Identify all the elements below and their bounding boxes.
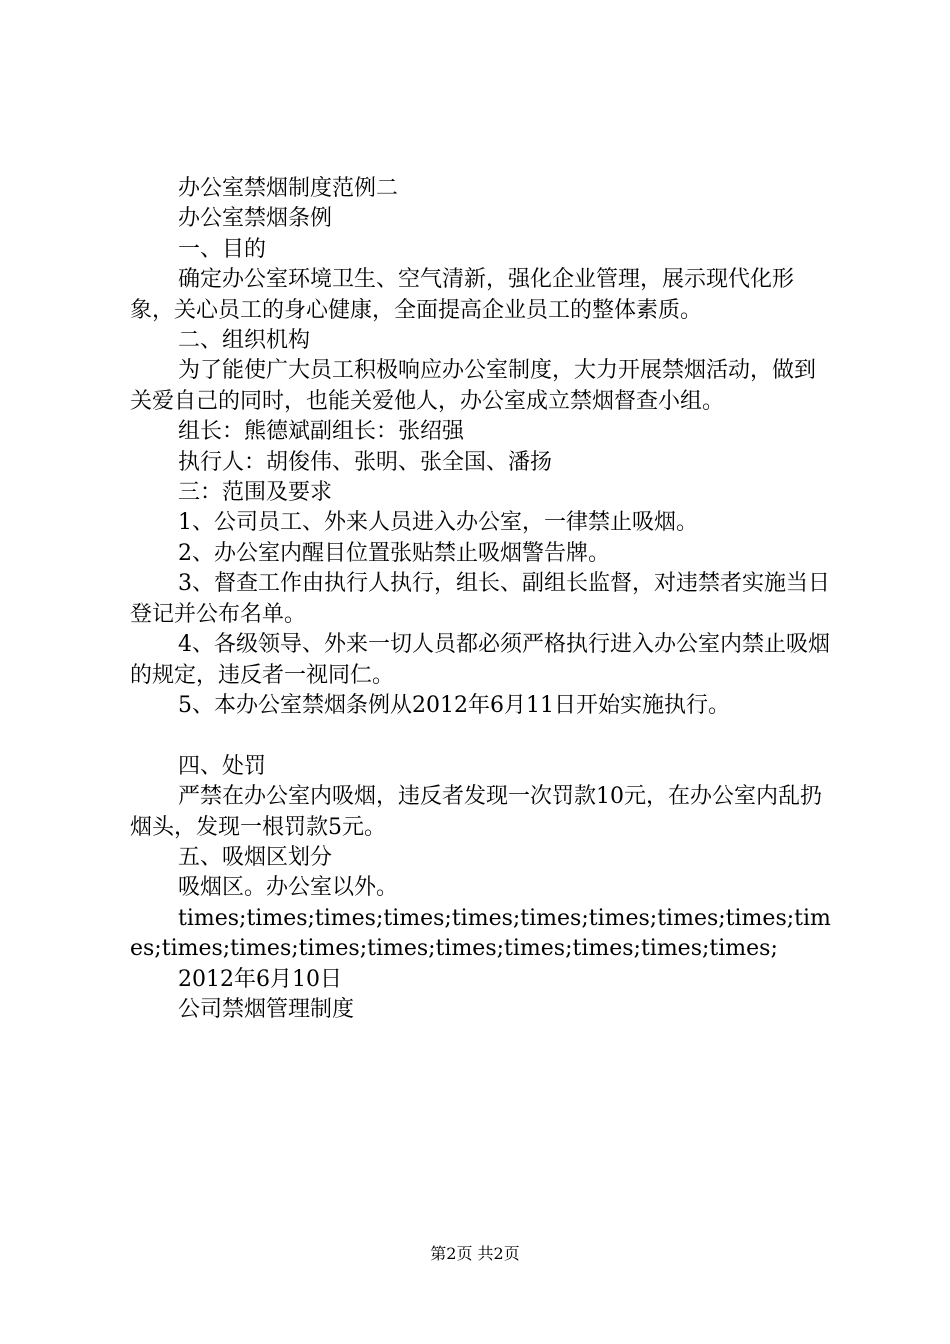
list-item: 5、本办公室禁烟条例从2012年6月11日开始实施执行。 [178, 692, 730, 718]
date-line: 2012年6月10日 [178, 966, 342, 992]
list-item: 1、公司员工、外来人员进入办公室，一律禁止吸烟。 [178, 510, 698, 536]
paragraph: 公司禁烟管理制度 [178, 996, 355, 1022]
paragraph: 为了能使广大员工积极响应办公室制度，大力开展禁烟活动，做到关爱自己的同时，也能关爱他人，办公室成立禁烟督查小组。 [130, 358, 817, 414]
section-heading: 二、组织机构 [178, 328, 311, 354]
blank-line [130, 721, 835, 751]
list-item: 3、督查工作由执行人执行，组长、副组长监督，对违禁者实施当日登记并公布名单。 [130, 571, 830, 627]
paragraph: 确定办公室环境卫生、空气清新，强化企业管理，展示现代化形象，关心员工的身心健康，全面提高企业员工的整体素质。 [130, 267, 795, 323]
paragraph: 吸烟区。办公室以外。 [178, 875, 399, 901]
list-item: 4、各级领导、外来一切人员都必须严格执行进入办公室内禁止吸烟的规定，违反者一视同仁。 [130, 632, 830, 688]
section-heading: 四、处罚 [178, 753, 267, 779]
paragraph: 执行人：胡俊伟、张明、张全国、潘扬 [178, 449, 553, 475]
section-heading: 办公室禁烟条例 [178, 206, 333, 232]
paragraph: times;times;times;times;times;times;times;times;times;times;times;times;times;times;times;times;times;times;times; [130, 905, 831, 962]
paragraph: 严禁在办公室内吸烟，违反者发现一次罚款10元，在办公室内乱扔烟头，发现一根罚款5元。 [130, 784, 822, 840]
doc-title: 办公室禁烟制度范例二 [178, 176, 399, 201]
document-body [130, 174, 835, 1025]
paragraph: 组长：熊德斌副组长：张绍强 [178, 419, 465, 445]
section-heading: 一、目的 [178, 236, 267, 262]
page-number: 第2页 共2页 [430, 1244, 520, 1263]
section-heading: 三：范围及要求 [178, 480, 333, 506]
page-footer [0, 1244, 950, 1264]
section-heading: 五、吸烟区划分 [178, 844, 333, 870]
list-item: 2、办公室内醒目位置张贴禁止吸烟警告牌。 [178, 540, 610, 566]
